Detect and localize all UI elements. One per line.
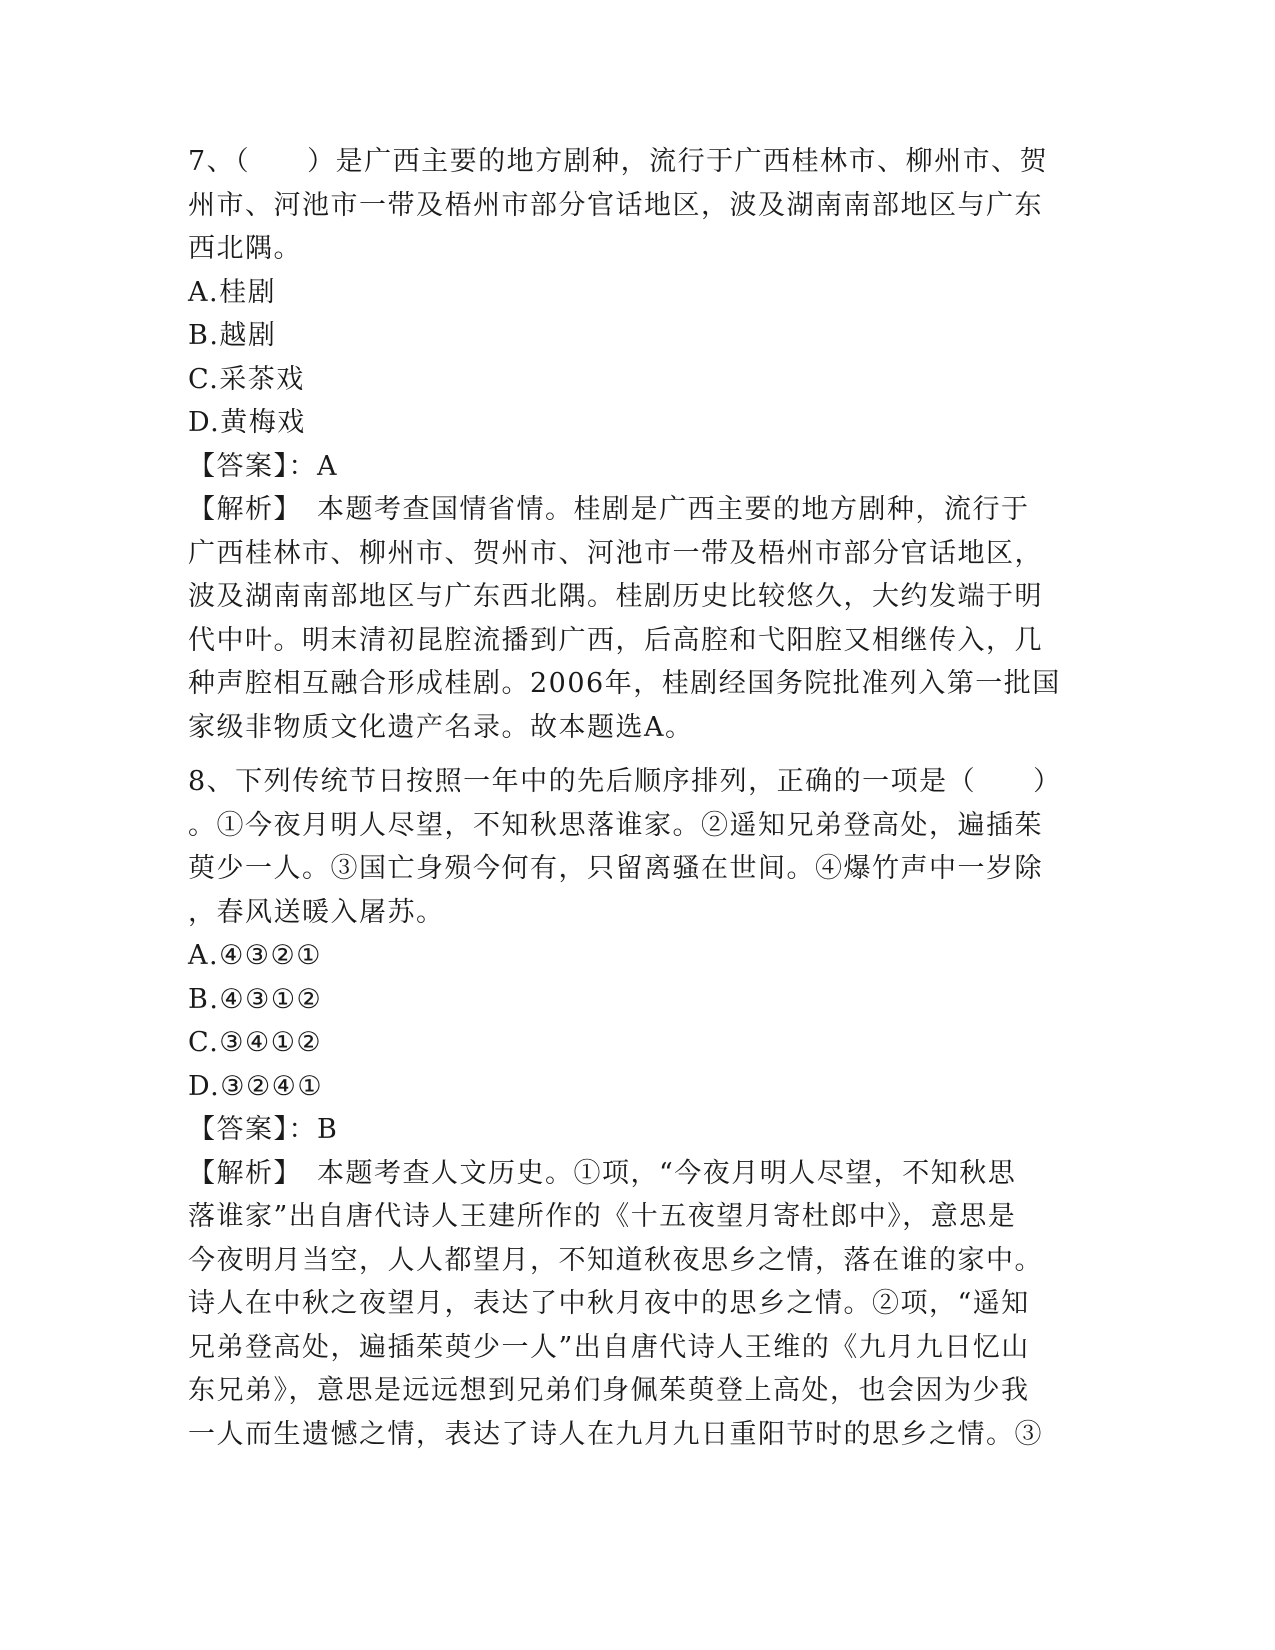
analysis-line: 今夜明月当空，人人都望月，不知道秋夜思乡之情，落在谁的家中。 [188,1244,1043,1276]
answer-line: 【答案】：B [188,1114,339,1145]
option-c: C.采茶戏 [188,363,305,395]
option-a: A.桂剧 [188,276,277,308]
analysis-line: 广西桂林市、柳州市、贺州市、河池市一带及梧州市部分官话地区， [188,537,1043,569]
option-c: C.③④①② [188,1027,323,1058]
analysis-line: 一人而生遗憾之情，表达了诗人在九月九日重阳节时的思乡之情。③ [188,1418,1043,1450]
analysis-line: 兄弟登高处，遍插茱萸少一人”出自唐代诗人王维的《九月九日忆山 [188,1331,1030,1363]
question-stem-line: 7、（ ）是广西主要的地方剧种，流行于广西桂林市、柳州市、贺 [188,146,1049,177]
analysis-line: 【解析】 本题考查人文历史。①项，“今夜月明人尽望，不知秋思 [188,1157,1017,1189]
analysis-line: 诗人在中秋之夜望月，表达了中秋月夜中的思乡之情。②项，“遥知 [188,1288,1030,1319]
analysis-line: 家级非物质文化遗产名录。故本题选A。 [188,711,694,743]
option-a: A.④③②① [188,940,322,971]
answer-line: 【答案】：A [188,450,338,482]
analysis-line: 落谁家”出自唐代诗人王建所作的《十五夜望月寄杜郎中》，意思是 [188,1201,1017,1232]
document-page [188,140,1068,1456]
analysis-line: 【解析】 本题考查国情省情。桂剧是广西主要的地方剧种，流行于 [188,494,1030,525]
analysis-line: 代中叶。明末清初昆腔流播到广西，后高腔和弋阳腔又相继传入，几 [188,624,1043,656]
analysis-line: 东兄弟》，意思是远远想到兄弟们身佩茱萸登上高处，也会因为少我 [188,1375,1030,1406]
option-b: B.④③①② [188,983,323,1015]
option-d: D.黄梅戏 [188,407,306,438]
analysis-line: 波及湖南南部地区与广东西北隅。桂剧历史比较悠久，大约发端于明 [188,581,1043,612]
question-stem-line: 西北隅。 [188,233,302,264]
analysis-line: 种声腔相互融合形成桂剧。2006年，桂剧经国务院批准列入第一批国 [188,668,1061,699]
question-stem-line: 州市、河池市一带及梧州市部分官话地区，波及湖南南部地区与广东 [188,189,1043,221]
question-7 [188,140,1068,749]
question-8 [188,760,1068,1456]
question-stem-line: 萸少一人。③国亡身殒今何有，只留离骚在世间。④爆竹声中一岁除 [188,853,1043,884]
question-stem-line: 。①今夜月明人尽望，不知秋思落谁家。②遥知兄弟登高处，遍插茱 [188,809,1043,841]
option-d: D.③②④① [188,1070,324,1102]
question-stem-line: 8、下列传统节日按照一年中的先后顺序排列，正确的一项是（ ） [188,766,1062,797]
question-stem-line: ，春风送暖入屠苏。 [188,896,445,928]
question-separator [188,749,1068,760]
option-b: B.越剧 [188,320,277,351]
